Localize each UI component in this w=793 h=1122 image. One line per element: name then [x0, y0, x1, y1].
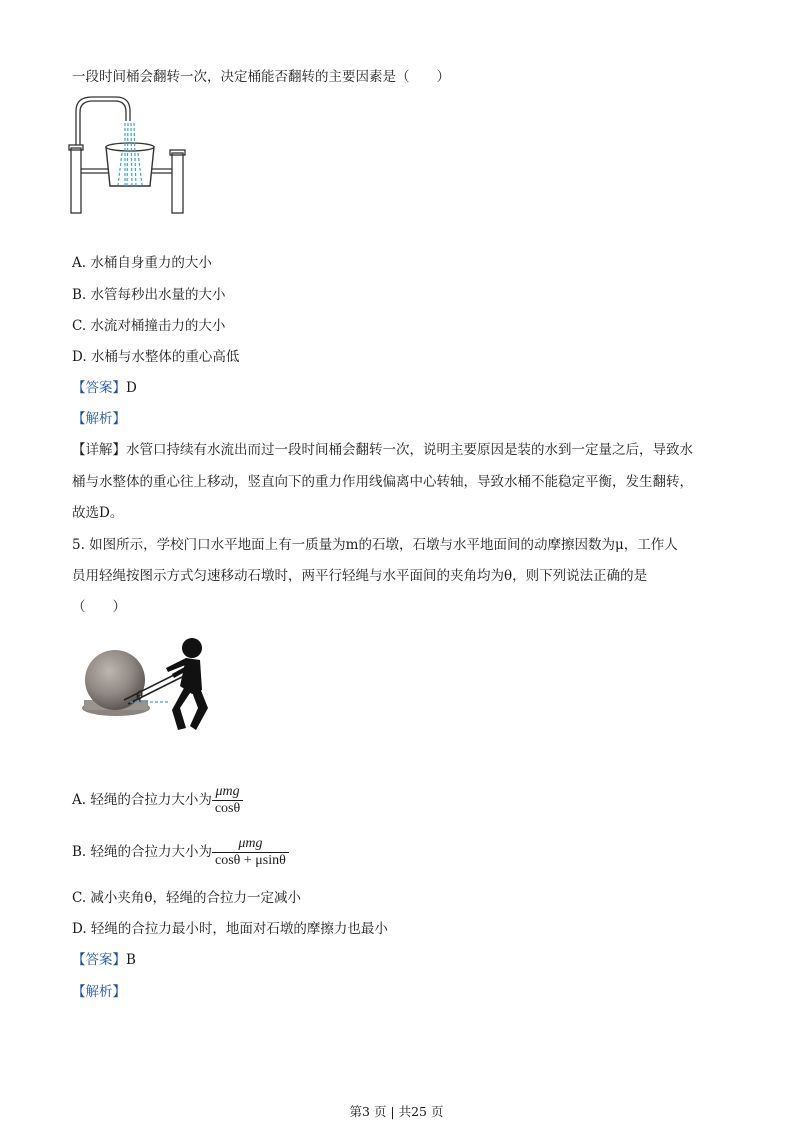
q4-option-c: C. 水流对桶撞击力的大小: [72, 318, 226, 334]
answer-value: D: [126, 380, 137, 396]
q5-option-a: [72, 780, 243, 820]
fraction-b-denominator: cosθ + μsinθ: [212, 852, 289, 869]
q4-option-a: A. 水桶自身重力的大小: [72, 255, 212, 271]
q4-option-b: B. 水管每秒出水量的大小: [72, 287, 226, 303]
option-b-label: B. 轻绳的合拉力大小为: [72, 844, 213, 860]
q4-answer: [72, 379, 137, 397]
answer-tag: 【答案】: [72, 380, 126, 396]
q5-stem-line-1: 5. 如图所示，学校门口水平地面上有一质量为m的石墩，石墩与水平地面间的动摩擦因数为μ，工作人: [72, 537, 678, 553]
q5-stem-line-2: 员用轻绳按图示方式匀速移动石墩时，两平行轻绳与水平面间的夹角均为θ，则下列说法正确的是: [72, 568, 648, 584]
q4-option-d: D. 水桶与水整体的重心高低: [72, 349, 240, 365]
q5-answer: [72, 951, 136, 969]
detail-tag: 【详解】: [72, 442, 126, 458]
q5-option-d: D. 轻绳的合拉力最小时，地面对石墩的摩擦力也最小: [72, 921, 388, 937]
q5-analysis-tag: 【解析】: [72, 984, 126, 1000]
answer-value: B: [126, 952, 136, 968]
q5-stem-line-3: （ ）: [72, 599, 126, 615]
stone-pier-figure: [68, 628, 218, 740]
q4-detail-line-2: 桶与水整体的重心往上移动，竖直向下的重力作用线偏离中心转轴，导致水桶不能稳定平衡，发生翻转，: [72, 474, 693, 490]
fraction-b-numerator: μmg: [238, 836, 263, 851]
page-footer: 第3 页 | 共25 页: [349, 1104, 444, 1119]
q4-analysis-tag: 【解析】: [72, 411, 126, 427]
q5-option-c: C. 减小夹角θ，轻绳的合拉力一定减小: [72, 890, 302, 906]
option-a-label: A. 轻绳的合拉力大小为: [72, 792, 212, 808]
answer-tag: 【答案】: [72, 952, 126, 968]
detail-text: 水管口持续有水流出而过一段时间桶会翻转一次，说明主要原因是装的水到一定量之后，导致水: [126, 442, 693, 458]
angle-label: θ: [136, 689, 143, 704]
q5-option-b: [72, 832, 289, 872]
bucket-figure: [66, 93, 191, 215]
q4-stem-tail: 一段时间桶会翻转一次，决定桶能否翻转的主要因素是（ ）: [72, 69, 450, 85]
q4-detail-line-3: 故选D。: [72, 505, 124, 521]
fraction-a-denominator: cosθ: [212, 800, 243, 817]
fraction-b: [212, 836, 289, 869]
fraction-a: [212, 784, 243, 817]
q4-detail-line-1: [72, 441, 693, 459]
fraction-a-numerator: μmg: [215, 784, 240, 799]
